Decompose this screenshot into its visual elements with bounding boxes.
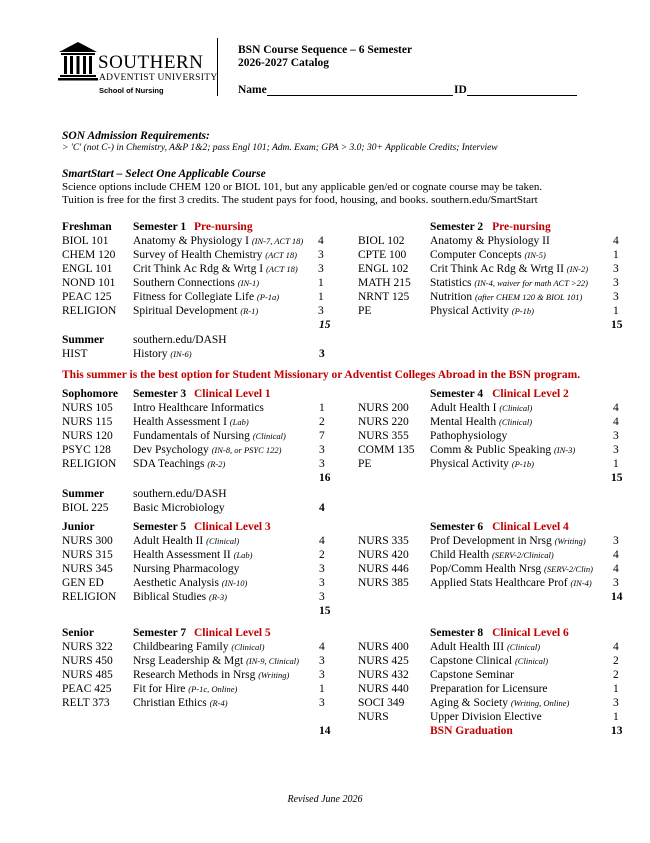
course-title — [430, 430, 507, 442]
semester-heading — [430, 221, 551, 233]
course-title — [133, 235, 303, 247]
course-code: NURS 300 — [62, 535, 113, 547]
summer2-code: BIOL 225 — [62, 502, 109, 514]
course-note: (Lab) — [229, 417, 249, 427]
course-name: Spiritual Development — [133, 305, 238, 317]
course-credits: 3 — [319, 669, 325, 681]
course-title — [133, 591, 227, 603]
course-credits: 3 — [319, 577, 325, 589]
course-code: BIOL 102 — [358, 235, 405, 247]
course-name: SDA Teachings — [133, 458, 205, 470]
course-name: Research Methods in Nrsg — [133, 669, 256, 681]
doc-title: BSN Course Sequence – 6 Semester — [238, 44, 413, 56]
course-name: Health Assessment I — [133, 416, 227, 428]
summer1-note: (IN-6) — [170, 349, 192, 359]
course-code: NURS 446 — [358, 563, 409, 575]
revised-footer: Revised June 2026 — [287, 794, 363, 805]
course-note: (after CHEM 120 & BIOL 101) — [475, 292, 583, 302]
id-field[interactable] — [454, 84, 577, 96]
course-name: Childbearing Family — [133, 641, 229, 653]
course-title — [133, 458, 225, 470]
course-credits: 1 — [613, 711, 619, 723]
course-code: NURS 385 — [358, 577, 409, 589]
course-name: Crit Think Ac Rdg & Wrtg I — [133, 263, 264, 275]
semester-total: 13 — [611, 725, 623, 737]
course-note: (Clinical) — [231, 642, 265, 652]
course-credits: 4 — [319, 535, 325, 547]
course-code: NURS 355 — [358, 430, 409, 442]
smartstart-line1: Science options include CHEM 120 or BIOL 101, but any applicable gen/ed or cognate course may be taken. — [62, 181, 543, 193]
course-code: MATH 215 — [358, 277, 411, 289]
semester-label: Semester 1 — [133, 221, 187, 233]
semester-label: Semester 6 — [430, 521, 484, 533]
semester-label: Semester 3 — [133, 388, 187, 400]
course-note: (P-1b) — [511, 459, 534, 469]
sm-banner: This summer is the best option for Student Missionary or Adventist Colleges Abroad in the BSN program. — [62, 369, 581, 381]
course-name: Survey of Health Chemistry — [133, 249, 263, 261]
course-note: (R-1) — [240, 306, 259, 316]
course-name: Adult Health III — [430, 641, 505, 653]
course-code: NURS 400 — [358, 641, 409, 653]
course-name: Adult Health II — [133, 535, 204, 547]
course-note: (Clinical) — [514, 656, 549, 666]
course-code: COMM 135 — [358, 444, 415, 456]
course-credits: 1 — [613, 305, 619, 317]
doc-catalog: 2026-2027 Catalog — [238, 57, 330, 69]
course-credits: 3 — [319, 697, 325, 709]
course-name: Physical Activity — [430, 305, 509, 317]
course-title — [133, 669, 289, 681]
course-title — [133, 683, 237, 695]
course-note: (IN-2) — [566, 264, 589, 274]
summer2-label: Summer — [62, 488, 105, 500]
year-label: Sophomore — [62, 388, 119, 400]
course-name: Child Health — [430, 549, 490, 561]
course-credits: 2 — [319, 416, 325, 428]
logo-school: School of Nursing — [99, 86, 164, 95]
summer1-label: Summer — [62, 334, 105, 346]
course-title — [430, 697, 569, 709]
course-credits: 3 — [613, 430, 619, 442]
course-title — [430, 577, 592, 589]
course-title — [133, 535, 239, 547]
course-credits: 3 — [613, 444, 619, 456]
course-code: ENGL 102 — [358, 263, 409, 275]
course-title — [133, 444, 281, 456]
course-code: NURS 335 — [358, 535, 409, 547]
course-credits: 3 — [318, 305, 324, 317]
course-name: Fitness for Collegiate Life — [133, 291, 255, 303]
course-code: CHEM 120 — [62, 249, 116, 261]
course-credits: 4 — [613, 235, 619, 247]
course-code: NURS 450 — [62, 655, 113, 667]
course-credits: 1 — [318, 291, 324, 303]
semester-label: Semester 7 — [133, 627, 187, 639]
course-credits: 7 — [319, 430, 325, 442]
course-credits: 3 — [318, 263, 324, 275]
summer2-url: southern.edu/DASH — [133, 488, 227, 500]
smartstart-line2: Tuition is free for the first 3 credits. The student pays for food, housing, and books. southern.edu/SmartStart — [62, 194, 538, 206]
logo-name: SOUTHERN — [98, 52, 204, 73]
semester-total: 15 — [611, 319, 623, 331]
course-name: Applied Stats Healthcare Prof — [430, 577, 568, 589]
course-name: Crit Think Ac Rdg & Wrtg II — [430, 263, 564, 275]
course-code: PE — [358, 458, 372, 470]
course-title — [430, 549, 554, 561]
semester-total: 14 — [319, 725, 331, 737]
course-name: Fundamentals of Nursing — [133, 430, 250, 442]
course-code: PEAC 125 — [62, 291, 112, 303]
course-note: (IN-8, or PSYC 122) — [211, 445, 282, 455]
course-credits: 3 — [319, 444, 325, 456]
course-title — [430, 249, 546, 261]
course-credits: 3 — [319, 563, 325, 575]
course-title — [133, 549, 253, 561]
building-logo-icon — [58, 41, 98, 81]
course-title — [133, 563, 239, 575]
semester-tag: Clinical Level 2 — [492, 388, 569, 400]
course-credits: 3 — [613, 291, 619, 303]
course-credits: 2 — [613, 669, 619, 681]
course-credits: 3 — [319, 655, 325, 667]
course-code: BIOL 101 — [62, 235, 109, 247]
course-credits: 4 — [613, 416, 619, 428]
course-code: NURS 115 — [62, 416, 113, 428]
course-note: (Clinical) — [252, 431, 286, 441]
graduation-label: BSN Graduation — [430, 725, 513, 737]
semester-total: 15 — [319, 319, 331, 331]
course-name: Physical Activity — [430, 458, 509, 470]
course-code: PSYC 128 — [62, 444, 111, 456]
course-name: Prof Development in Nrsg — [430, 535, 552, 547]
course-name: Aging & Society — [430, 697, 508, 709]
course-title — [133, 277, 259, 289]
course-name: Southern Connections — [133, 277, 235, 289]
course-note: (P-1b) — [511, 306, 534, 316]
summer2-title: Basic Microbiology — [133, 502, 225, 514]
course-name: Statistics — [430, 277, 472, 289]
course-note: (P-1c, Online) — [188, 684, 238, 694]
course-name: Nursing Pharmacology — [133, 563, 240, 575]
course-code: NURS — [358, 711, 389, 723]
course-credits: 3 — [613, 577, 619, 589]
course-code: NURS 105 — [62, 402, 113, 414]
course-credits: 3 — [613, 535, 619, 547]
course-title — [430, 235, 550, 247]
course-title — [133, 291, 279, 303]
course-name: Computer Concepts — [430, 249, 522, 261]
course-code: NURS 315 — [62, 549, 113, 561]
semester-label: Semester 5 — [133, 521, 187, 533]
course-title — [430, 305, 534, 317]
course-credits: 1 — [613, 249, 619, 261]
course-credits: 4 — [613, 402, 619, 414]
semester-label: Semester 8 — [430, 627, 484, 639]
course-name: Adult Health I — [430, 402, 497, 414]
course-name: Mental Health — [430, 416, 497, 428]
semester-total: 16 — [319, 472, 331, 484]
course-name: Preparation for Licensure — [430, 683, 548, 695]
semester-label: Semester 4 — [430, 388, 484, 400]
course-code: RELT 373 — [62, 697, 110, 709]
course-title — [430, 535, 586, 547]
course-name: Anatomy & Physiology I — [133, 235, 249, 247]
semester-heading — [133, 627, 271, 639]
course-title — [430, 416, 532, 428]
course-note: (Writing, Online) — [510, 698, 570, 708]
course-code: NURS 345 — [62, 563, 113, 575]
course-credits: 4 — [613, 549, 619, 561]
semester-heading — [133, 521, 271, 533]
semester-tag: Clinical Level 4 — [492, 521, 569, 533]
course-note: (R-4) — [209, 698, 228, 708]
course-credits: 1 — [613, 458, 619, 470]
semester-label: Semester 2 — [430, 221, 484, 233]
course-name: Capstone Seminar — [430, 669, 514, 681]
course-title — [430, 444, 575, 456]
course-title — [430, 263, 588, 275]
admission-text: > 'C' (not C-) in Chemistry, A&P 1&2; pass Engl 101; Adm. Exam; GPA > 3.0; 30+ Applicable Credits; Interview — [62, 143, 498, 153]
course-note: (IN-5) — [524, 250, 546, 260]
course-credits: 1 — [613, 683, 619, 695]
summer1-course — [133, 348, 192, 360]
course-code: NURS 120 — [62, 430, 113, 442]
course-code: NURS 432 — [358, 669, 409, 681]
course-note: (SERV-2/Clin) — [544, 564, 593, 574]
name-field[interactable] — [238, 84, 453, 96]
course-credits: 1 — [319, 402, 325, 414]
course-note: (IN-7, ACT 18) — [251, 236, 304, 246]
course-note: (SERV-2/Clinical) — [491, 550, 554, 560]
course-credits: 3 — [613, 277, 619, 289]
course-title — [430, 277, 588, 289]
course-name: Nrsg Leadership & Mgt — [133, 655, 244, 667]
summer1-title: History — [133, 348, 168, 360]
course-title — [430, 683, 548, 695]
id-label: ID — [454, 84, 467, 96]
course-credits: 4 — [318, 235, 324, 247]
course-note: (IN-3) — [553, 445, 576, 455]
course-title — [133, 577, 247, 589]
course-note: (Writing) — [554, 536, 586, 546]
course-name: Aesthetic Analysis — [133, 577, 219, 589]
course-note: (IN-4) — [570, 578, 592, 588]
course-note: (Clinical) — [499, 403, 533, 413]
course-code: PE — [358, 305, 372, 317]
course-code: NURS 420 — [358, 549, 409, 561]
course-code: PEAC 425 — [62, 683, 112, 695]
course-code: RELIGION — [62, 458, 117, 470]
course-credits: 4 — [613, 563, 619, 575]
course-name: Comm & Public Speaking — [430, 444, 552, 456]
course-credits: 3 — [613, 263, 619, 275]
course-note: (Writing) — [258, 670, 290, 680]
summer1-url: southern.edu/DASH — [133, 334, 227, 346]
semester-tag: Clinical Level 3 — [194, 521, 271, 533]
course-credits: 1 — [318, 277, 324, 289]
course-name: Christian Ethics — [133, 697, 207, 709]
course-name: Intro Healthcare Informatics — [133, 402, 264, 414]
course-title — [430, 291, 582, 303]
course-name: Upper Division Elective — [430, 711, 542, 723]
course-title — [133, 249, 297, 261]
course-credits: 3 — [319, 591, 325, 603]
course-note: (IN-4, waiver for math ACT >22) — [474, 278, 588, 288]
course-name: Pathophysiology — [430, 430, 508, 442]
course-title — [133, 655, 299, 667]
course-title — [133, 641, 264, 653]
course-note: (Clinical) — [506, 642, 541, 652]
semester-heading — [430, 627, 569, 639]
course-credits: 3 — [613, 697, 619, 709]
course-title — [430, 641, 540, 653]
course-credits: 4 — [613, 641, 619, 653]
course-name: Biblical Studies — [133, 591, 207, 603]
course-code: NRNT 125 — [358, 291, 410, 303]
course-credits: 2 — [319, 549, 325, 561]
course-name: Nutrition — [430, 291, 473, 303]
year-label: Junior — [62, 521, 95, 533]
header-divider — [217, 38, 218, 96]
smartstart-heading: SmartStart – Select One Applicable Course — [62, 168, 266, 180]
course-name: Dev Psychology — [133, 444, 209, 456]
course-code: NURS 485 — [62, 669, 113, 681]
course-title — [133, 430, 286, 442]
course-note: (R-2) — [207, 459, 226, 469]
course-note: (ACT 18) — [265, 264, 298, 274]
course-note: (R-3) — [209, 592, 227, 602]
semester-total: 14 — [611, 591, 623, 603]
semester-tag: Pre-nursing — [492, 221, 551, 233]
course-note: (ACT 18) — [265, 250, 297, 260]
course-credits: 1 — [319, 683, 325, 695]
course-title — [430, 402, 532, 414]
course-code: NURS 425 — [358, 655, 409, 667]
course-title — [430, 655, 548, 667]
course-code: NURS 200 — [358, 402, 409, 414]
course-code: NOND 101 — [62, 277, 116, 289]
course-name: Pop/Comm Health Nrsg — [430, 563, 542, 575]
course-note: (Clinical) — [206, 536, 240, 546]
logo-university: ADVENTIST UNIVERSITY — [99, 73, 218, 83]
course-code: SOCI 349 — [358, 697, 405, 709]
course-code: RELIGION — [62, 591, 117, 603]
course-credits: 3 — [318, 249, 324, 261]
course-note: (Lab) — [233, 550, 253, 560]
semester-heading — [430, 388, 569, 400]
name-label: Name — [238, 84, 267, 96]
semester-tag: Clinical Level 6 — [492, 627, 569, 639]
admission-heading: SON Admission Requirements: — [62, 130, 210, 142]
course-code: GEN ED — [62, 577, 104, 589]
course-code: RELIGION — [62, 305, 117, 317]
semester-total: 15 — [319, 605, 331, 617]
course-note: (P-1a) — [256, 292, 280, 302]
course-note: (IN-1) — [237, 278, 260, 288]
course-code: NURS 322 — [62, 641, 113, 653]
course-code: ENGL 101 — [62, 263, 113, 275]
semester-tag: Pre-nursing — [194, 221, 253, 233]
course-title — [133, 402, 264, 414]
summer2-credits: 4 — [319, 502, 325, 514]
course-name: Health Assessment II — [133, 549, 231, 561]
year-label: Senior — [62, 627, 94, 639]
course-name: Fit for Hire — [133, 683, 186, 695]
course-title — [133, 697, 228, 709]
course-credits: 2 — [613, 655, 619, 667]
course-title — [133, 263, 298, 275]
course-credits: 4 — [319, 641, 325, 653]
summer1-code: HIST — [62, 348, 88, 360]
course-name: Capstone Clinical — [430, 655, 513, 667]
course-code: CPTE 100 — [358, 249, 407, 261]
course-note: (IN-9, Clinical) — [246, 656, 299, 666]
course-title — [430, 563, 593, 575]
course-note: (IN-10) — [221, 578, 248, 588]
semester-heading — [133, 221, 253, 233]
course-credits: 3 — [319, 458, 325, 470]
course-name: Anatomy & Physiology II — [430, 235, 550, 247]
course-title — [133, 416, 249, 428]
course-title — [430, 711, 542, 723]
course-title — [430, 458, 534, 470]
semester-tag: Clinical Level 5 — [194, 627, 271, 639]
summer1-credits: 3 — [319, 348, 325, 360]
course-code: NURS 440 — [358, 683, 409, 695]
course-note: (Clinical) — [498, 417, 533, 427]
course-title — [430, 669, 514, 681]
semester-tag: Clinical Level 1 — [194, 388, 271, 400]
course-title — [133, 305, 258, 317]
semester-total: 15 — [611, 472, 623, 484]
year-label: Freshman — [62, 221, 112, 233]
semester-heading — [430, 521, 569, 533]
semester-heading — [133, 388, 271, 400]
course-code: NURS 220 — [358, 416, 409, 428]
